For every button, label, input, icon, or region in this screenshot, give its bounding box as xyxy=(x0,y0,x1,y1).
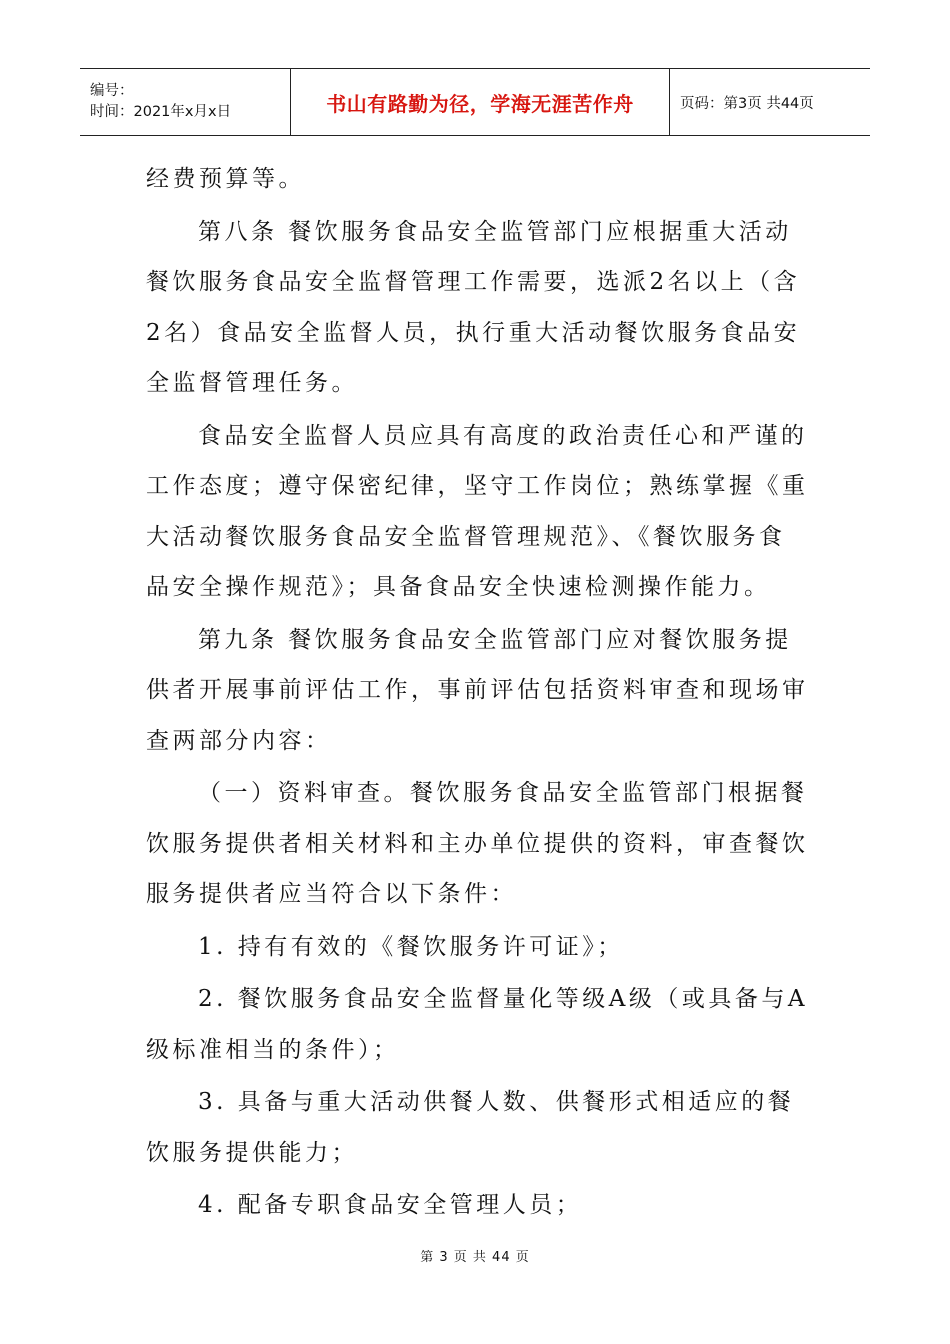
header-page-info: 页码：第3页 共44页 xyxy=(680,95,814,112)
list-item: 4. 配备专职食品安全管理人员； xyxy=(198,1192,583,1218)
header-motto: 书山有路勤为径，学海无涯苦作舟 xyxy=(291,69,670,135)
paragraph: 经费预算等。 xyxy=(146,166,305,192)
document-body xyxy=(146,154,810,1231)
header-meta xyxy=(80,69,291,135)
paragraph: 食品安全监督人员应具有高度的政治责任心和严谨的工作态度；遵守保密纪律，坚守工作岗位；熟练掌握《重大活动餐饮服务食品安全监督管理规范》、《餐饮服务食品安全操作规范》；具备食品安全快速检测操作能力。 xyxy=(146,422,809,600)
paragraph: 第九条 餐饮服务食品安全监管部门应对餐饮服务提供者开展事前评估工作，事前评估包括资料审查和现场审查两部分内容： xyxy=(146,626,809,754)
list-item: 3. 具备与重大活动供餐人数、供餐形式相适应的餐饮服务提供能力； xyxy=(146,1089,795,1166)
paragraph: 第八条 餐饮服务食品安全监管部门应根据重大活动餐饮服务食品安全监督管理工作需要，选派2名以上（含2名）食品安全监督人员，执行重大活动餐饮服务食品安全监督管理任务。 xyxy=(146,218,801,396)
page-footer: 第 3 页 共 44 页 xyxy=(420,1250,530,1265)
list-item: 1. 持有有效的《餐饮服务许可证》； xyxy=(198,933,624,960)
page-header xyxy=(80,68,870,136)
doc-time-label: 时间：2021年x月x日 xyxy=(90,104,232,120)
paragraph: （一）资料审查。餐饮服务食品安全监管部门根据餐饮服务提供者相关材料和主办单位提供的资料，审查餐饮服务提供者应当符合以下条件： xyxy=(146,780,809,907)
list-item: 2. 餐饮服务食品安全监督量化等级A级（或具备与A级标准相当的条件）； xyxy=(146,986,808,1063)
doc-number-label: 编号： xyxy=(90,83,134,99)
